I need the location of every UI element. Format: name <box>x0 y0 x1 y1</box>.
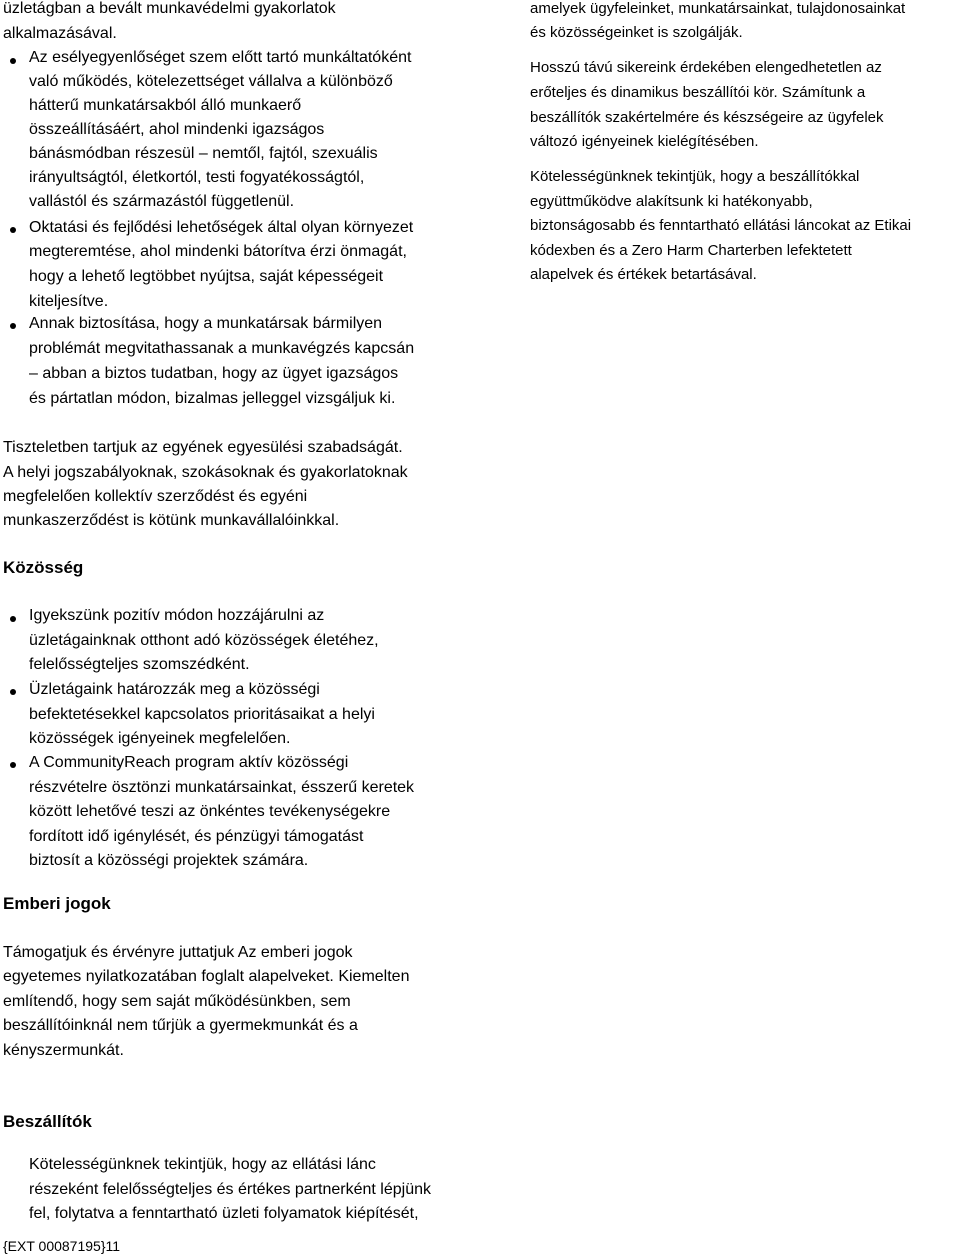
paragraph-line: beszállítók szakértelmére és készségeire az ügyfelek <box>530 109 884 126</box>
list-item-line: vallástól és származástól függetlenül. <box>29 193 295 210</box>
list-item-line: között lehetővé teszi az önkéntes tevékenységekre <box>29 803 391 820</box>
list-item-line: – abban a biztos tudatban, hogy az ügyet igazságos <box>29 365 399 382</box>
list-item-line: fordított idő igénylését, és pénzügyi támogatást <box>29 828 364 845</box>
list-item-line: való működés, kötelezettséget vállalva a különböző <box>29 73 393 90</box>
paragraph-line: egyetemes nyilatkozatában foglalt alapelveket. Kiemelten <box>3 968 410 985</box>
paragraph-line: említendő, hogy sem saját működésünkben, sem <box>3 993 351 1010</box>
paragraph-line: változó igényeinek kielégítésében. <box>530 133 759 150</box>
paragraph-line: amelyek ügyfeleinket, munkatársainkat, tulajdonosainkat <box>530 0 906 17</box>
list-item-line: hogy a lehető legtöbbet nyújtsa, saját képességeit <box>29 268 384 285</box>
list-item-line: A CommunityReach program aktív közösségi <box>29 754 349 771</box>
paragraph-line: részeként felelősségteljes és értékes partnerként lépjünk <box>29 1181 431 1198</box>
list-item-line: üzletágainknak otthont adó közösségek életéhez, <box>29 632 379 649</box>
bullet-dot <box>10 762 16 768</box>
paragraph-line: erőteljes és dinamikus beszállítói kör. Számítunk a <box>530 84 866 101</box>
list-item-line: közösségek igényeinek megfelelően. <box>29 730 291 747</box>
paragraph-line: Kötelességünknek tekintjük, hogy a beszállítókkal <box>530 168 860 185</box>
section-heading: Beszállítók <box>3 1112 92 1131</box>
list-item-line: problémát megvitathassanak a munkavégzés kapcsán <box>29 340 415 357</box>
paragraph-line: munkaszerződést is kötünk munkavállalóinkkal. <box>3 512 340 529</box>
list-item-line: Annak biztosítása, hogy a munkatársak bármilyen <box>29 315 383 332</box>
paragraph-line: Tiszteletben tartjuk az egyének egyesülési szabadságát. <box>3 439 403 456</box>
list-item-line: irányultságtól, életkortól, testi fogyatékosságtól, <box>29 169 365 186</box>
list-item-line: Oktatási és fejlődési lehetőségek által olyan környezet <box>29 219 414 236</box>
paragraph-line: alapelvek és értékek betartásával. <box>530 266 757 283</box>
list-item-line: és pártatlan módon, bizalmas jelleggel vizsgáljuk ki. <box>29 390 396 407</box>
intro-line: üzletágban a bevált munkavédelmi gyakorlatok <box>3 0 336 17</box>
bullet-dot <box>10 323 16 329</box>
bullet-dot <box>10 616 16 622</box>
bullet-dot <box>10 58 16 64</box>
section-heading: Emberi jogok <box>3 894 111 913</box>
paragraph-line: Kötelességünknek tekintjük, hogy az ellátási lánc <box>29 1156 376 1173</box>
list-item-line: bánásmódban részesül – nemtől, fajtól, szexuális <box>29 145 378 162</box>
bullet-dot <box>10 689 16 695</box>
list-item-line: Üzletágaink határozzák meg a közösségi <box>29 681 320 698</box>
paragraph-line: fel, folytatva a fenntartható üzleti folyamatok kiépítését, <box>29 1205 419 1222</box>
paragraph-line: és közösségeinket is szolgálják. <box>530 24 743 41</box>
paragraph-line: megfelelően kollektív szerződést és egyéni <box>3 488 308 505</box>
list-item-line: befektetésekkel kapcsolatos prioritásaikat a helyi <box>29 706 375 723</box>
list-item-line: biztosít a közösségi projektek számára. <box>29 852 309 869</box>
list-item-line: hátterű munkatársakból álló munkaerő <box>29 97 302 114</box>
paragraph-line: Hosszú távú sikereink érdekében elengedhetetlen az <box>530 59 882 76</box>
list-item-line: kiteljesítve. <box>29 293 109 310</box>
paragraph-line: beszállítóinknál nem tűrjük a gyermekmunkát és a <box>3 1017 358 1034</box>
bullet-dot <box>10 227 16 233</box>
paragraph-line: Támogatjuk és érvényre juttatjuk Az emberi jogok <box>3 944 353 961</box>
paragraph-line: kényszermunkát. <box>3 1042 124 1059</box>
list-item-line: megteremtése, ahol mindenki bátorítva érzi önmagát, <box>29 243 407 260</box>
list-item-line: részvételre ösztönzi munkatársainkat, ésszerű keretek <box>29 779 415 796</box>
document-reference: {EXT 00087195}11 <box>3 1238 121 1254</box>
paragraph-line: A helyi jogszabályoknak, szokásoknak és gyakorlatoknak <box>3 464 408 481</box>
list-item-line: összeállításáért, ahol mindenki igazságos <box>29 121 325 138</box>
list-item-line: Igyekszünk pozitív módon hozzájárulni az <box>29 607 325 624</box>
paragraph-line: biztonságosabb és fenntartható ellátási láncokat az Etikai <box>530 217 912 234</box>
paragraph-line: kódexben és a Zero Harm Charterben lefektetett <box>530 242 852 259</box>
paragraph-line: együttműködve alakítsunk ki hatékonyabb, <box>530 193 813 210</box>
list-item-line: felelősségteljes szomszédként. <box>29 656 250 673</box>
list-item-line: Az esélyegyenlőséget szem előtt tartó munkáltatóként <box>29 49 412 66</box>
section-heading: Közösség <box>3 558 84 577</box>
intro-line: alkalmazásával. <box>3 25 117 42</box>
